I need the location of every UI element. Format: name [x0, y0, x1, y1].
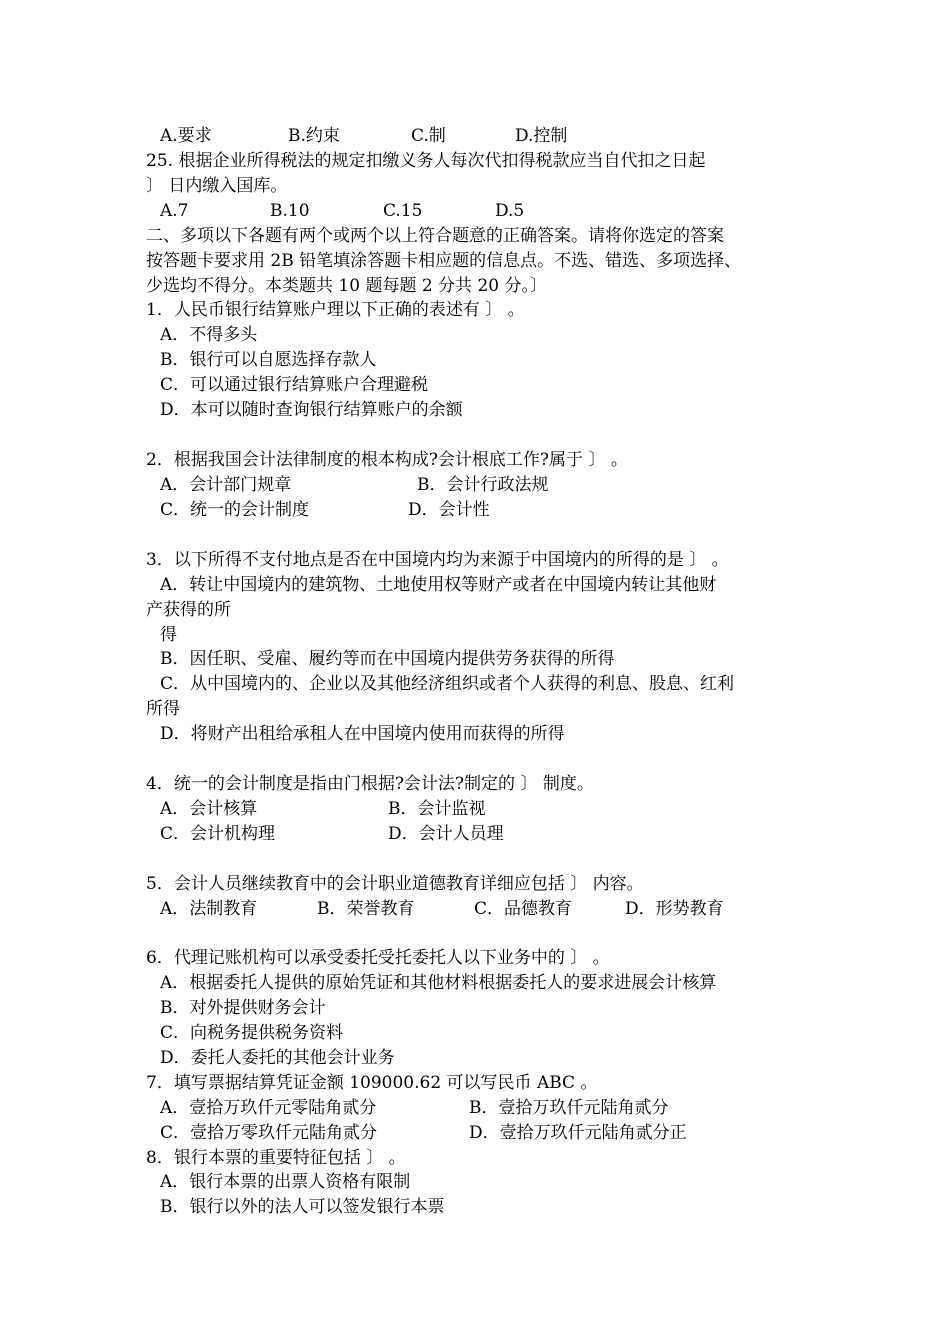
q4-option-b: B．会计监视 — [388, 799, 486, 819]
q7-stem: 7．填写票据结算凭证金额 109000.62 可以写民币 ABC 。 — [146, 1073, 598, 1093]
q3-option-a-line3: 得 — [160, 625, 177, 645]
q5-option-b: B．荣誉教育 — [317, 899, 415, 919]
q3-option-d: D．将财产出租给承租人在中国境内使用而获得的所得 — [160, 724, 565, 744]
q25-option-b: B.10 — [270, 201, 310, 221]
q5-stem: 5．会计人员继续教育中的会计职业道德教育详细应包括 〕 内容。 — [146, 874, 644, 894]
q6-option-a: A．根据委托人提供的原始凭证和其他材料根据委托人的要求进展会计核算 — [160, 973, 717, 993]
q3-option-c-line1: C．从中国境内的、企业以及其他经济组织或者个人获得的利息、股息、红利 — [160, 674, 735, 694]
section2-instructions-line1: 二、多项以下各题有两个或两个以上符合题意的正确答案。请将你选定的答案 — [146, 226, 724, 246]
q3-option-b: B．因任职、受雇、履约等而在中国境内提供劳务获得的所得 — [160, 649, 615, 669]
q8-option-b: B．银行以外的法人可以签发银行本票 — [160, 1197, 445, 1217]
q1-option-b: B．银行可以自愿选择存款人 — [160, 350, 377, 370]
q1-option-c: C．可以通过银行结算账户合理避税 — [160, 375, 429, 395]
section2-instructions-line2: 按答题卡要求用 2B 铅笔填涂答题卡相应题的信息点。不选、错选、多项选择、 — [146, 251, 742, 271]
q25-option-d: D.5 — [495, 201, 525, 221]
q3-option-c-line2: 所得 — [146, 699, 180, 719]
q4-stem: 4．统一的会计制度是指由门根据?会计法?制定的 〕 制度。 — [146, 774, 594, 794]
q4-option-c: C．会计机构理 — [160, 824, 276, 844]
q7-option-a: A．壹拾万玖仟元零陆角贰分 — [160, 1098, 377, 1118]
q1-option-d: D．本可以随时查询银行结算账户的余额 — [160, 400, 463, 420]
q2-option-c: C．统一的会计制度 — [160, 500, 310, 520]
q4-option-a: A．会计核算 — [160, 799, 258, 819]
q3-option-a-line2: 产获得的所 — [146, 600, 231, 620]
q7-option-b: B．壹拾万玖仟元陆角贰分 — [469, 1098, 669, 1118]
q25-option-a: A.7 — [160, 201, 189, 221]
q7-option-c: C．壹拾万零玖仟元陆角贰分 — [160, 1123, 378, 1143]
q6-option-c: C．向税务提供税务资料 — [160, 1023, 344, 1043]
q6-stem: 6．代理记账机构可以承受委托受托委托人以下业务中的 〕 。 — [146, 948, 610, 968]
q6-option-b: B．对外提供财务会计 — [160, 998, 326, 1018]
q4-option-d: D．会计人员理 — [388, 824, 504, 844]
q2-option-b: B．会计行政法规 — [417, 475, 549, 495]
q5-option-d: D．形势教育 — [625, 899, 724, 919]
q2-stem: 2．根据我国会计法律制度的根本构成?会计根底工作?属于 〕 。 — [146, 450, 628, 470]
q25-option-c: C.15 — [383, 201, 423, 221]
q5-option-a: A．法制教育 — [160, 899, 258, 919]
q3-option-a-line1: A．转让中国境内的建筑物、土地使用权等财产或者在中国境内转让其他财 — [160, 575, 717, 595]
q8-option-a: A．银行本票的出票人资格有限制 — [160, 1172, 411, 1192]
q24-option-c: C.制 — [411, 126, 446, 146]
q24-option-a: A.要求 — [160, 126, 212, 146]
q2-option-d: D．会计性 — [408, 500, 490, 520]
q24-option-b: B.约束 — [288, 126, 340, 146]
q6-option-d: D．委托人委托的其他会计业务 — [160, 1048, 395, 1068]
q25-stem-line1: 25. 根据企业所得税法的规定扣缴义务人每次代扣得税款应当自代扣之日起 — [146, 151, 706, 171]
q8-stem: 8．银行本票的重要特征包括 〕 。 — [146, 1148, 406, 1168]
q1-option-a: A．不得多头 — [160, 325, 258, 345]
section2-instructions-line3: 少选均不得分。本类题共 10 题每题 2 分共 20 分。〕 — [146, 276, 548, 296]
q5-option-c: C．品德教育 — [474, 899, 573, 919]
q24-option-d: D.控制 — [515, 126, 568, 146]
q1-stem: 1．人民币银行结算账户理以下正确的表述有 〕 。 — [146, 300, 525, 320]
q25-stem-line2: 〕 日内缴入国库。 — [146, 176, 288, 196]
q3-stem: 3．以下所得不支付地点是否在中国境内均为来源于中国境内的所得的是 〕 。 — [146, 550, 729, 570]
q7-option-d: D．壹拾万玖仟元陆角贰分正 — [469, 1123, 687, 1143]
q2-option-a: A．会计部门规章 — [160, 475, 292, 495]
